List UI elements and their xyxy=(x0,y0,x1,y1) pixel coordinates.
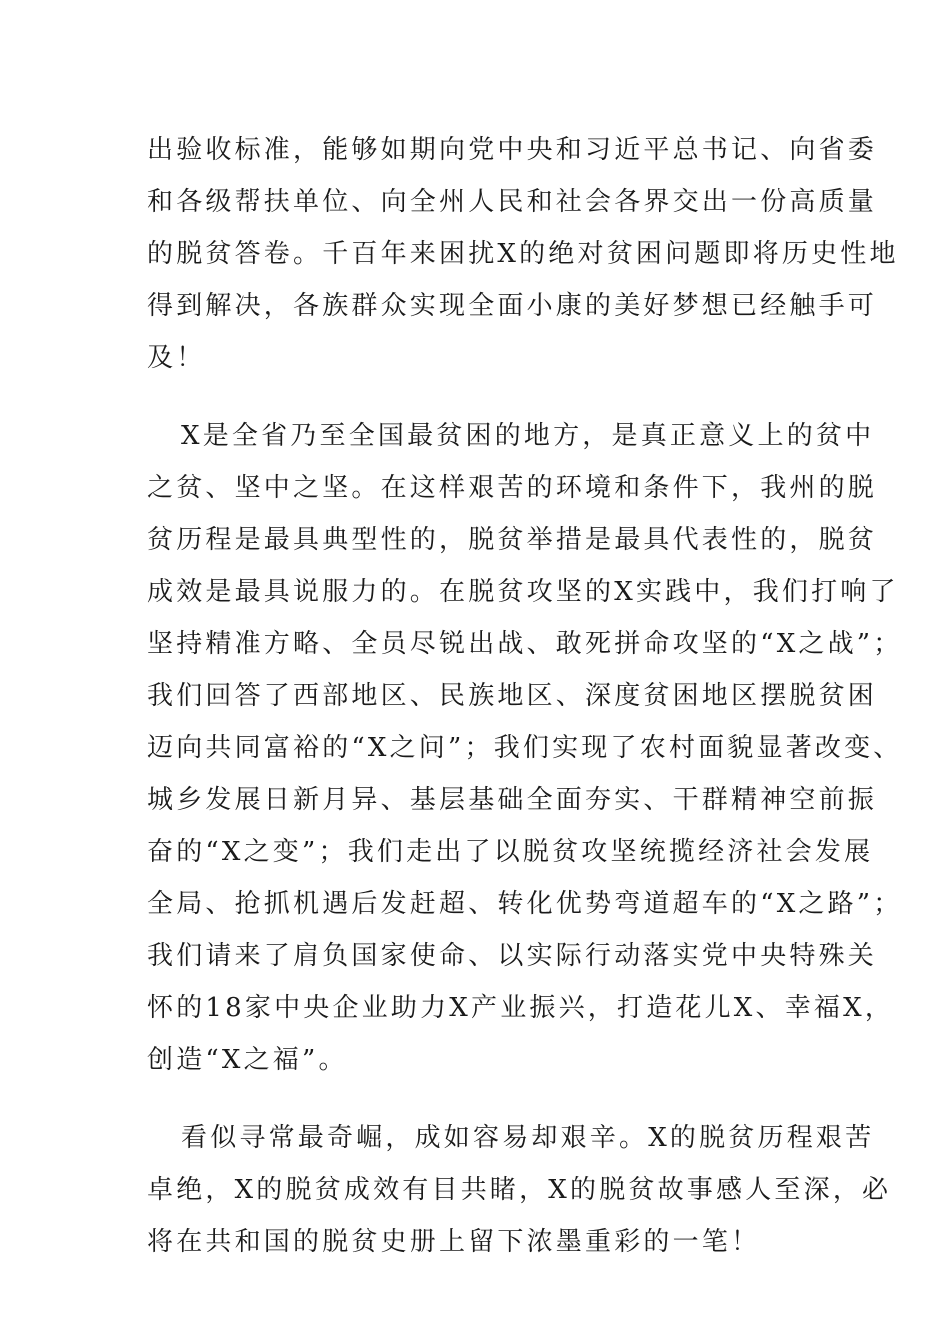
text-line: 创造“X之福”。 xyxy=(147,1045,348,1075)
text-line: 贫历程是最具典型性的，脱贫举措是最具代表性的，脱贫 xyxy=(147,525,878,555)
text-line: 出验收标准，能够如期向党中央和习近平总书记、向省委 xyxy=(147,135,878,165)
text-line: 迈向共同富裕的“X之问”；我们实现了农村面貌显著改变、 xyxy=(147,733,903,763)
text-line: 将在共和国的脱贫史册上留下浓墨重彩的一笔！ xyxy=(147,1227,761,1257)
text-line: 之贫、坚中之坚。在这样艰苦的环境和条件下，我州的脱 xyxy=(147,473,878,503)
text-line: 坚持精准方略、全员尽锐出战、敢死拼命攻坚的“X之战”； xyxy=(147,629,903,659)
text-line: 得到解决，各族群众实现全面小康的美好梦想已经触手可 xyxy=(147,291,878,321)
text-line: 怀的18家中央企业助力X产业振兴，打造花儿X、幸福X， xyxy=(147,993,895,1023)
text-line: 城乡发展日新月异、基层基础全面夯实、干群精神空前振 xyxy=(147,785,878,815)
paragraph-1 xyxy=(147,124,899,384)
paragraph-3 xyxy=(147,1112,892,1268)
paragraph-2 xyxy=(147,410,903,1086)
text-line: 卓绝，X的脱贫成效有目共睹，X的脱贫故事感人至深，必 xyxy=(147,1175,892,1205)
text-line: 的脱贫答卷。千百年来困扰X的绝对贫困问题即将历史性地 xyxy=(147,239,899,269)
body-text xyxy=(147,124,903,1294)
text-line: 看似寻常最奇崛，成如容易却艰辛。X的脱贫历程艰苦 xyxy=(181,1123,875,1153)
text-line: 成效是最具说服力的。在脱贫攻坚的X实践中，我们打响了 xyxy=(147,577,899,607)
text-line: 我们请来了肩负国家使命、以实际行动落实党中央特殊关 xyxy=(147,941,878,971)
text-line: 和各级帮扶单位、向全州人民和社会各界交出一份高质量 xyxy=(147,187,878,217)
text-line: 我们回答了西部地区、民族地区、深度贫困地区摆脱贫困 xyxy=(147,681,878,711)
text-line: 全局、抢抓机遇后发赶超、转化优势弯道超车的“X之路”； xyxy=(147,889,903,919)
text-line: 及！ xyxy=(147,343,206,373)
text-line: 奋的“X之变”；我们走出了以脱贫攻坚统揽经济社会发展 xyxy=(147,837,874,867)
text-line: X是全省乃至全国最贫困的地方，是真正意义上的贫中 xyxy=(181,421,875,451)
